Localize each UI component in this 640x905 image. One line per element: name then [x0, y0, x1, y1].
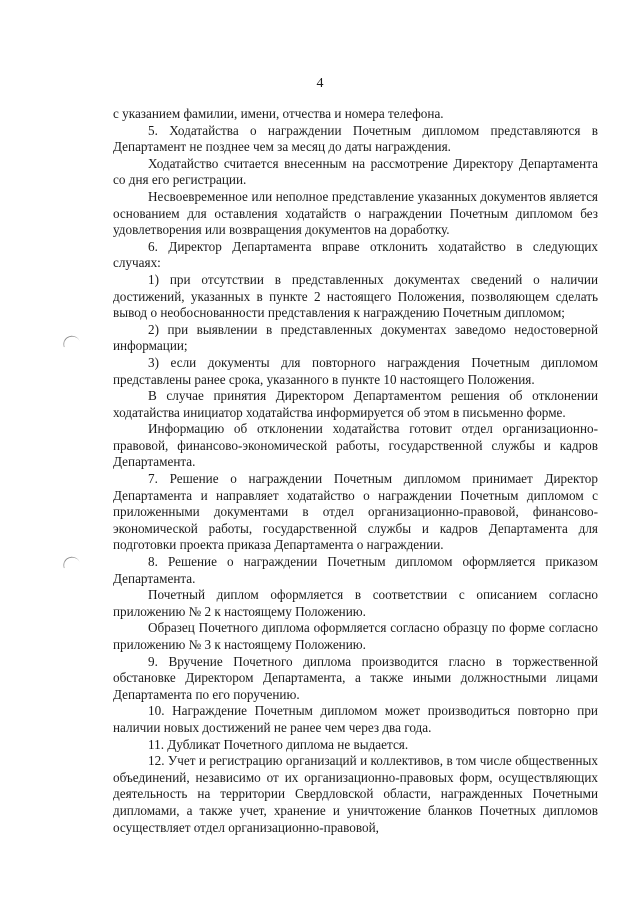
paragraph: Информацию об отклонении ходатайства готовит отдел организационно-правовой, финансово-экономической работы, государственной службы и кадров Департамента. — [113, 421, 598, 470]
paragraph: с указанием фамилии, имени, отчества и номера телефона. — [113, 106, 444, 121]
paragraph: Образец Почетного диплома оформляется согласно образцу по форме согласно приложению № 3 к настоящему Положению. — [113, 620, 598, 652]
paragraph: 2) при выявлении в представленных документах заведомо недостоверной информации; — [113, 321, 598, 354]
paragraph: 5. Ходатайства о награждении Почетным дипломом представляются в Департамент не позднее чем за месяц до даты награждения. — [113, 122, 598, 155]
paragraph: 1) при отсутствии в представленных документах сведений о наличии достижений, указанных в пункте 2 настоящего Положения, позволяющем сделать вывод о необоснованности представления к награждению Почетным дипломом; — [113, 271, 598, 321]
paragraph: Ходатайство считается внесенным на рассмотрение Директору Департамента со дня его регистрации. — [113, 155, 598, 188]
margin-mark — [61, 555, 80, 569]
paragraph: 12. Учет и регистрацию организаций и коллективов, в том числе общественных объединений, независимо от их организационно-правовых форм, осуществляющих деятельность на территории Свердловской области, награжденных Почетными дипломами, а также учет, хранение и уничтожение бланков Почетных дипломов осуществляет отдел организационно-правовой, — [113, 753, 598, 835]
paragraph: 7. Решение о награждении Почетным дипломом принимает Директор Департамента и направляет ходатайство о награждении Почетным дипломом с приложенными документами в отдел организационно-правовой, финансово-экономической работы, государственной службы и кадров Департамента для подготовки проекта приказа Департамента о награждении. — [113, 471, 598, 553]
paragraph: Почетный диплом оформляется в соответствии с описанием согласно приложению № 2 к настоящему Положению. — [113, 587, 598, 619]
paragraph: 8. Решение о награждении Почетным дипломом оформляется приказом Департамента. — [113, 554, 598, 586]
document-body — [113, 106, 598, 836]
paragraph: Несвоевременное или неполное представление указанных документов является основанием для оставления ходатайств о награждении Почетным дипломом без удовлетворения или возвращения документов на доработку. — [113, 188, 598, 238]
margin-mark — [61, 334, 80, 348]
paragraph: 11. Дубликат Почетного диплома не выдается. — [148, 736, 409, 752]
paragraph: 9. Вручение Почетного диплома производится гласно в торжественной обстановке Директором Департамента, а также иными должностными лицами Департамента по его поручению. — [113, 653, 598, 702]
page-number: 4 — [316, 76, 324, 91]
paragraph: 6. Директор Департамента вправе отклонить ходатайство в следующих случаях: — [113, 238, 598, 271]
paragraph: В случае принятия Директором Департаментом решения об отклонении ходатайства инициатор ходатайства информируется об этом в письменно форме. — [113, 388, 598, 420]
paragraph: 3) если документы для повторного награждения Почетным дипломом представлены ранее срока, указанного в пункте 10 настоящего Положения. — [113, 354, 598, 387]
paragraph: 10. Награждение Почетным дипломом может производиться повторно при наличии новых достижений не ранее чем через два года. — [113, 703, 598, 735]
